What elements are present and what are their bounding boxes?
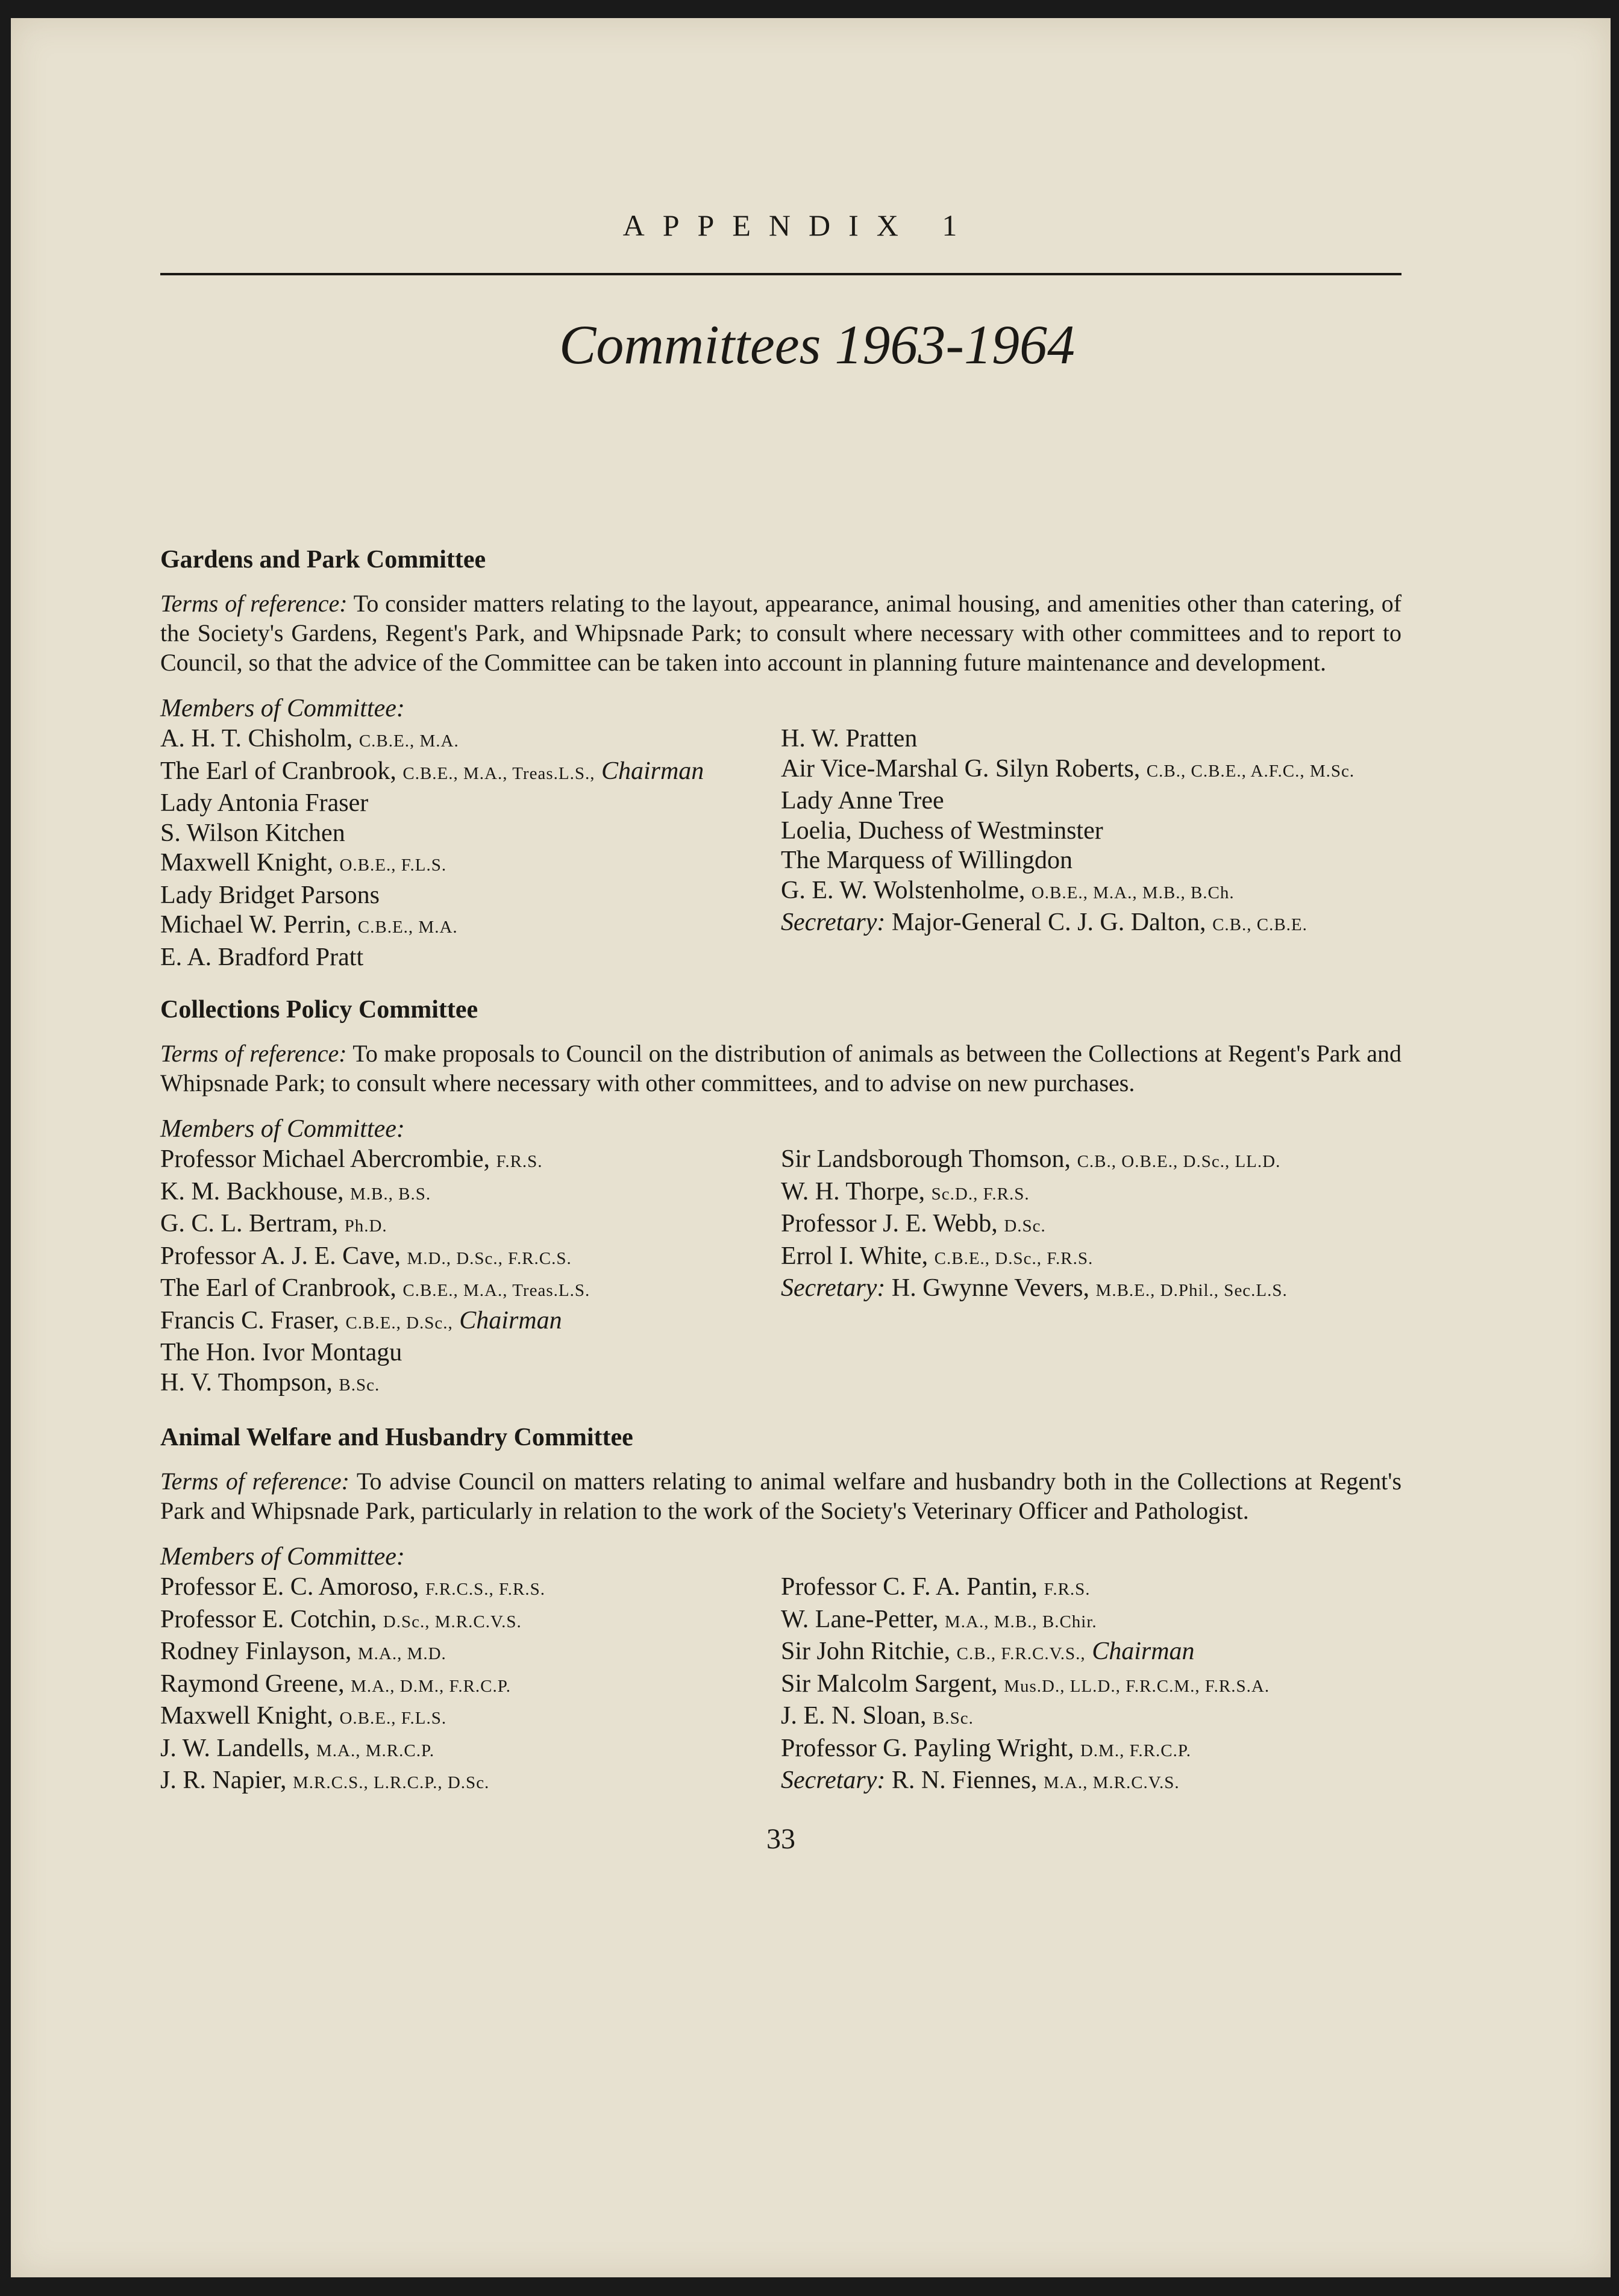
member-entry [160,1209,781,1242]
member-qualifications: C.B.E., M.A. [359,731,459,751]
member-role: Chairman [1092,1638,1195,1665]
member-name: J. R. Napier, [160,1766,287,1794]
member-qualifications: F.R.S. [1044,1580,1091,1599]
members-column-right [781,1572,1401,1798]
member-name: G. E. W. Wolstenholme, [781,876,1026,904]
member-name: S. Wilson Kitchen [160,819,345,847]
secretary-label: Secretary: [781,1766,886,1794]
member-name: W. Lane-Petter, [781,1605,939,1633]
members-column-right [781,724,1401,972]
member-entry [781,1209,1401,1242]
committee-heading: Collections Policy Committee [160,996,478,1024]
member-entry [781,1605,1401,1638]
member-entry [160,1368,781,1401]
member-entry [781,1145,1401,1177]
member-entry [160,1242,781,1274]
member-role: Chairman [601,757,704,785]
member-entry [160,757,781,789]
members-column-left [160,1572,781,1798]
member-qualifications: M.A., M.B., B.Chir. [945,1612,1097,1631]
member-name: The Marquess of Willingdon [781,846,1073,874]
member-entry [160,1701,781,1734]
member-qualifications: C.B.E., M.A., Treas.L.S. [402,1281,590,1300]
appendix-label: APPENDIX 1 [622,208,975,242]
member-entry [781,846,1401,876]
member-name: H. W. Pratten [781,725,918,752]
member-name: Francis C. Fraser, [160,1306,339,1334]
members-columns [160,724,1401,972]
member-entry [160,910,781,943]
member-entry [781,786,1401,816]
member-entry [781,1701,1401,1734]
page-title: Committees 1963-1964 [559,314,1076,375]
member-name: H. V. Thompson, [160,1368,333,1397]
member-qualifications: M.D., D.Sc., F.R.C.S. [407,1248,572,1268]
terms-text: To make proposals to Council on the distribution of animals as between the Collections at Regent's Park and Whipsnade Park; to consult where necessary with other committees, and to advise on new purchases. [160,1040,1401,1096]
terms-of-reference [160,1466,1401,1525]
member-name: Professor Michael Abercrombie, [160,1145,490,1173]
members-columns [160,1145,1401,1400]
terms-of-reference [160,1039,1401,1098]
member-entry [160,1669,781,1702]
committee-section [160,1421,1401,1798]
member-qualifications: M.B., B.S. [349,1184,431,1204]
members-label: Members of Committee: [160,1543,405,1571]
member-entry [160,1637,781,1669]
member-entry [160,819,781,849]
member-qualifications: B.Sc. [339,1375,380,1395]
secretary-label: Secretary: [781,1274,886,1302]
member-qualifications: C.B., F.R.C.V.S., [956,1644,1086,1663]
member-entry [781,876,1401,909]
document-page [11,18,1611,2277]
member-name: J. W. Landells, [160,1734,310,1762]
member-qualifications: B.Sc. [933,1709,974,1728]
member-name: Raymond Greene, [160,1669,345,1698]
members-column-right [781,1145,1401,1400]
member-name: Sir Malcolm Sargent, [781,1669,998,1698]
member-qualifications: M.A., M.D. [357,1644,446,1663]
member-entry [160,789,781,819]
terms-label: Terms of reference: [160,1468,349,1495]
member-entry [781,1637,1401,1669]
member-name: Lady Antonia Fraser [160,789,369,817]
member-name: Lady Bridget Parsons [160,881,380,909]
member-name: Professor J. E. Webb, [781,1210,998,1237]
member-name: W. H. Thorpe, [781,1177,925,1206]
member-entry [160,1145,781,1177]
member-qualifications: O.B.E., M.A., M.B., B.Ch. [1031,883,1235,902]
member-entry [160,881,781,911]
member-qualifications: Sc.D., F.R.S. [931,1184,1030,1204]
member-name: Michael W. Perrin, [160,911,352,939]
member-entry [160,1306,781,1339]
member-qualifications: C.B.E., D.Sc., F.R.S. [934,1248,1094,1268]
member-name: Maxwell Knight, [160,849,333,877]
member-entry [781,1669,1401,1702]
member-qualifications: C.B., O.B.E., D.Sc., LL.D. [1077,1152,1281,1171]
members-label: Members of Committee: [160,695,405,722]
member-qualifications: C.B., C.B.E., A.F.C., M.Sc. [1146,761,1355,781]
member-qualifications: C.B.E., M.A., Treas.L.S., [402,763,595,783]
terms-text: To advise Council on matters relating to animal welfare and husbandry both in the Collections at Regent's Park and Whipsnade Park, particularly in relation to the work of the Society's Veterinary Officer and Pathologist. [160,1468,1402,1524]
member-qualifications: D.M., F.R.C.P. [1080,1741,1191,1760]
member-name: R. N. Fiennes, [891,1766,1038,1794]
page-content [160,208,1401,1856]
member-qualifications: Mus.D., LL.D., F.R.C.M., F.R.S.A. [1004,1676,1270,1696]
committee-heading: Animal Welfare and Husbandry Committee [160,1424,633,1451]
member-entry [160,943,781,973]
member-entry [781,908,1401,940]
member-name: G. C. L. Bertram, [160,1210,339,1237]
member-qualifications: Ph.D. [344,1216,387,1236]
member-qualifications: M.R.C.S., L.R.C.P., D.Sc. [292,1773,490,1792]
member-name: A. H. T. Chisholm, [160,725,353,752]
member-name: Professor A. J. E. Cave, [160,1242,401,1270]
member-qualifications: C.B.E., M.A. [357,918,458,937]
committee-section [160,543,1401,972]
member-qualifications: C.B.E., D.Sc., [345,1313,453,1333]
horizontal-rule [160,273,1401,275]
member-entry [781,816,1401,846]
page-number: 33 [766,1822,795,1855]
member-entry [160,1572,781,1605]
member-name: Professor G. Payling Wright, [781,1734,1074,1762]
committee-section [160,993,1401,1400]
member-name: Loelia, Duchess of Westminster [781,816,1103,845]
member-name: Sir Landsborough Thomson, [781,1145,1071,1173]
member-name: Major-General C. J. G. Dalton, [891,909,1206,936]
member-entry [781,1572,1401,1605]
member-qualifications: O.B.E., F.L.S. [339,1709,447,1728]
terms-label: Terms of reference: [160,1040,347,1067]
member-name: The Earl of Cranbrook, [160,757,396,785]
member-name: Rodney Finlayson, [160,1638,352,1665]
member-qualifications: M.A., D.M., F.R.C.P. [351,1676,511,1696]
member-entry [781,1242,1401,1274]
terms-text: To consider matters relating to the layout, appearance, animal housing, and amenities other than catering, of the Society's Gardens, Regent's Park, and Whipsnade Park; to consult where necessary with other committees and to report to Council, so that the advice of the Committee can be taken into account in planning future maintenance and development. [160,590,1402,676]
member-entry [781,724,1401,754]
members-column-left [160,724,781,972]
member-entry [160,1338,781,1368]
member-name: Professor C. F. A. Pantin, [781,1573,1038,1601]
members-columns [160,1572,1401,1798]
member-entry [781,754,1401,787]
member-name: Air Vice-Marshal G. Silyn Roberts, [781,754,1141,783]
member-name: The Hon. Ivor Montagu [160,1339,402,1366]
member-qualifications: F.R.C.S., F.R.S. [425,1580,545,1599]
secretary-label: Secretary: [781,909,886,936]
member-entry [160,1605,781,1638]
member-entry [160,1177,781,1210]
member-qualifications: M.A., M.R.C.P. [316,1741,435,1760]
member-qualifications: M.B.E., D.Phil., Sec.L.S. [1095,1281,1288,1300]
member-name: K. M. Backhouse, [160,1177,344,1206]
terms-of-reference [160,589,1401,677]
member-entry [781,1274,1401,1306]
member-name: H. Gwynne Vevers, [891,1274,1090,1302]
members-label: Members of Committee: [160,1115,405,1143]
member-name: Errol I. White, [781,1242,928,1270]
member-name: Lady Anne Tree [781,787,944,815]
member-qualifications: F.R.S. [496,1152,543,1171]
committee-sections [160,543,1401,1798]
member-name: The Earl of Cranbrook, [160,1274,396,1302]
member-name: Maxwell Knight, [160,1702,333,1730]
member-name: Professor E. Cotchin, [160,1605,377,1633]
member-role: Chairman [459,1306,562,1334]
members-column-left [160,1145,781,1400]
member-name: Sir John Ritchie, [781,1638,951,1665]
member-entry [160,1274,781,1306]
member-entry [160,1734,781,1766]
member-name: E. A. Bradford Pratt [160,943,364,971]
member-entry [160,848,781,881]
member-entry [781,1734,1401,1766]
member-entry [160,724,781,757]
member-entry [160,1766,781,1798]
member-qualifications: D.Sc., M.R.C.V.S. [383,1612,522,1631]
committee-heading: Gardens and Park Committee [160,546,486,574]
member-qualifications: C.B., C.B.E. [1212,915,1307,934]
member-qualifications: M.A., M.R.C.V.S. [1043,1773,1180,1792]
member-qualifications: O.B.E., F.L.S. [339,856,447,875]
member-entry [781,1177,1401,1210]
member-name: Professor E. C. Amoroso, [160,1573,419,1601]
member-entry [781,1766,1401,1798]
member-name: J. E. N. Sloan, [781,1702,927,1730]
member-qualifications: D.Sc. [1004,1216,1046,1236]
terms-label: Terms of reference: [160,590,348,617]
